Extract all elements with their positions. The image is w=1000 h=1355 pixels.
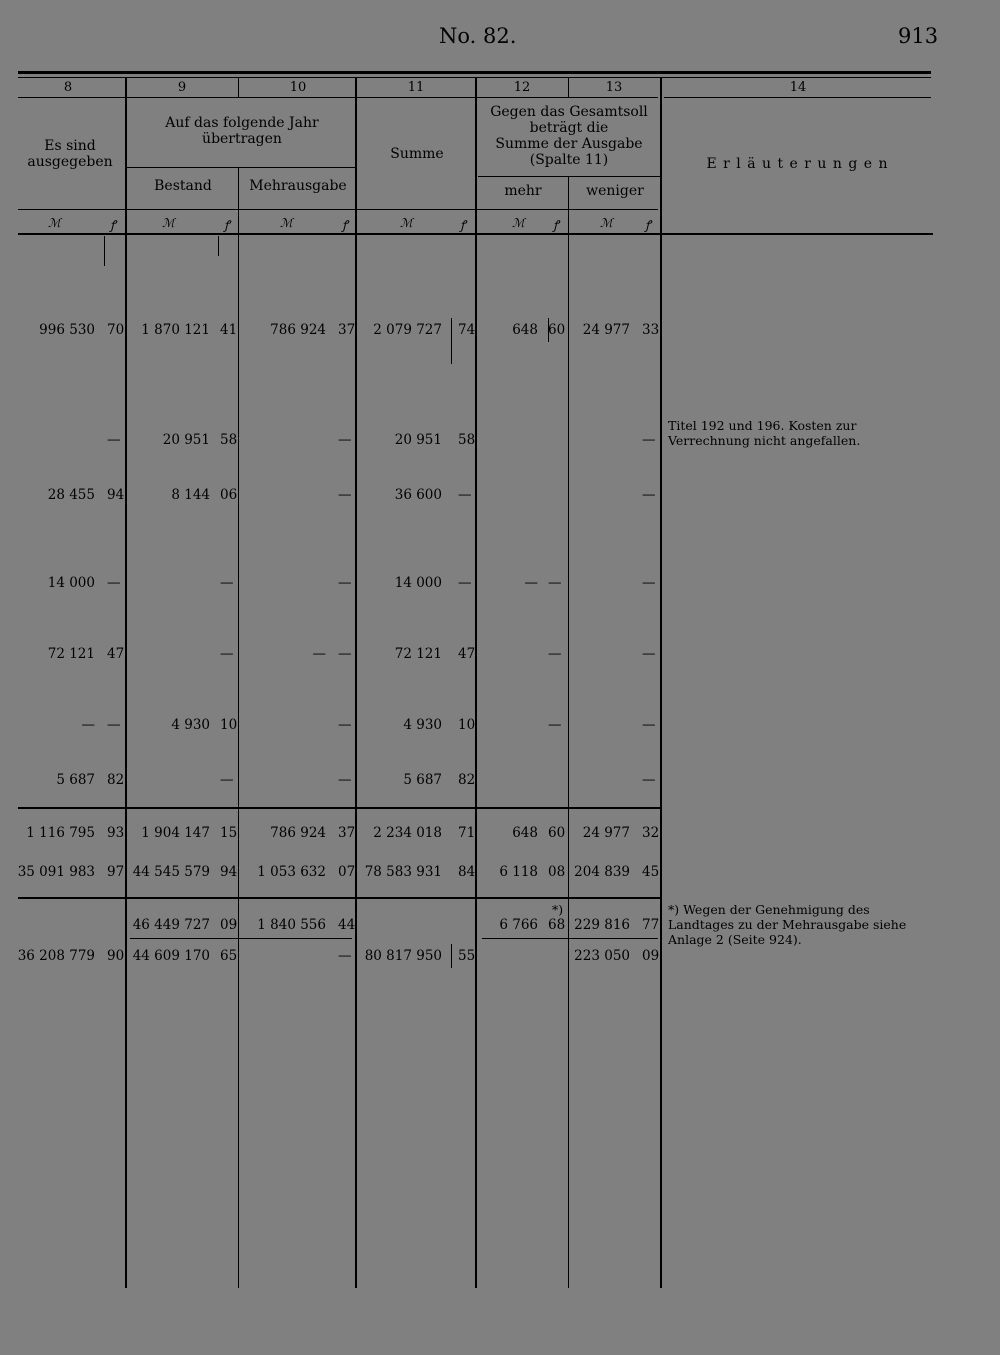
row-7-c8-mark: 5 687 (56, 772, 95, 788)
header-col12: mehr (504, 183, 542, 199)
total-1-c12-pf: 60 (548, 825, 566, 841)
total-1-c11-pf: 71 (458, 825, 476, 841)
combined-c10-pf: 44 (338, 917, 356, 933)
row-3-c9-pf: 06 (220, 487, 238, 503)
vline-after-11 (475, 78, 477, 1288)
page-number: 913 (898, 24, 939, 48)
star-marker: *) (552, 902, 564, 917)
subhead-rule-12-13 (478, 176, 660, 177)
row-6-c13-pf: — (642, 717, 656, 733)
row-5-c10-pf: — (338, 646, 352, 662)
row-7-c8-pf: 82 (107, 772, 125, 788)
row-2-c13-pf: — (642, 432, 656, 448)
pf-sep-11 (451, 318, 452, 364)
row-4-c8-mark: 14 000 (47, 575, 95, 591)
subtotal-rule (18, 807, 660, 809)
bracket-9-10 (130, 938, 352, 939)
unit-mark-13: ℳ (600, 216, 613, 230)
final-c13-mark: 223 050 (574, 948, 630, 964)
total-2-c13-pf: 45 (642, 864, 660, 880)
row-3-c11-pf: — (458, 487, 472, 503)
total-2-c10-pf: 07 (338, 864, 356, 880)
row-1-c8-mark: 996 530 (39, 322, 95, 338)
colnum-10: 10 (289, 80, 307, 95)
final-c11-pf: 55 (458, 948, 476, 964)
row-5-c9-pf: — (220, 646, 234, 662)
row-6-c8-pf: — (107, 717, 121, 733)
bracket-12-13 (482, 938, 658, 939)
row-7-c13-pf: — (642, 772, 656, 788)
vline-after-10 (355, 78, 357, 1288)
final-c9-mark: 44 609 170 (132, 948, 210, 964)
total-2-c8-pf: 97 (107, 864, 125, 880)
total-2-c11-pf: 84 (458, 864, 476, 880)
row-7-c9-pf: — (220, 772, 234, 788)
pf-sep-8 (104, 236, 105, 266)
total-1-c13-mark: 24 977 (582, 825, 630, 841)
combined-c13-pf: 77 (642, 917, 660, 933)
row-1-c13-pf: 33 (642, 322, 660, 338)
colnum-11: 11 (407, 80, 425, 95)
combined-c9-mark: 46 449 727 (132, 917, 210, 933)
combined-c9-pf: 09 (220, 917, 238, 933)
header-col9: Bestand (154, 178, 212, 194)
final-c9-pf: 65 (220, 948, 238, 964)
colnum-9: 9 (177, 80, 187, 95)
row-5-c12-pf: — (548, 646, 562, 662)
row-6-c8-mark: — (81, 717, 95, 733)
unit-pf-12: ꝭ (553, 218, 559, 232)
row-1-c9-mark: 1 870 121 (141, 322, 210, 338)
pf-sep-9 (218, 236, 219, 256)
row-6-c9-pf: 10 (220, 717, 238, 733)
vline-after-8 (125, 78, 127, 1288)
row-2-c8-pf: — (107, 432, 121, 448)
row-6-c9-mark: 4 930 (171, 717, 210, 733)
row-1-c12-pf: 60 (548, 322, 566, 338)
unit-mark-11: ℳ (400, 216, 413, 230)
total-1-c13-pf: 32 (642, 825, 660, 841)
final-c11-mark: 80 817 950 (364, 948, 442, 964)
total-2-c8-mark: 35 091 983 (17, 864, 95, 880)
row-7-c10-pf: — (338, 772, 352, 788)
total-2-c11-mark: 78 583 931 (364, 864, 442, 880)
colnum-12: 12 (513, 80, 531, 95)
row-1-c13-mark: 24 977 (582, 322, 630, 338)
final-c8-mark: 36 208 779 (17, 948, 95, 964)
vline-9-10-top (238, 78, 239, 98)
total-1-c11-mark: 2 234 018 (373, 825, 442, 841)
row-7-c11-pf: 82 (458, 772, 476, 788)
row-4-c11-mark: 14 000 (394, 575, 442, 591)
final-c13-pf: 09 (642, 948, 660, 964)
row-6-c11-pf: 10 (458, 717, 476, 733)
row-5-c11-pf: 47 (458, 646, 476, 662)
row-5-c11-mark: 72 121 (394, 646, 442, 662)
total-2-c13-mark: 204 839 (574, 864, 630, 880)
row-7-c11-mark: 5 687 (403, 772, 442, 788)
unit-pf-9: ꝭ (224, 218, 230, 232)
total-1-c8-pf: 93 (107, 825, 125, 841)
row-3-c9-mark: 8 144 (171, 487, 210, 503)
header-col13: weniger (586, 183, 644, 199)
row-3-c8-pf: 94 (107, 487, 125, 503)
row-5-c8-pf: 47 (107, 646, 125, 662)
combined-c13-mark: 229 816 (574, 917, 630, 933)
vline-12-13 (568, 176, 569, 1288)
row-4-c11-pf: — (458, 575, 472, 591)
note-titel: Titel 192 und 196. Kosten zur Verrechnung nicht angefallen. (668, 418, 861, 448)
header-col9-10: Auf das folgende Jahr übertragen (165, 115, 319, 147)
total-1-c9-pf: 15 (220, 825, 238, 841)
total-1-c10-mark: 786 924 (270, 825, 326, 841)
vline-9-10 (238, 167, 239, 1288)
document-number: No. 82. (439, 24, 517, 48)
total-2-c9-pf: 94 (220, 864, 238, 880)
unit-pf-8: ꝭ (110, 218, 116, 232)
row-3-c8-mark: 28 455 (47, 487, 95, 503)
row-1-c10-mark: 786 924 (270, 322, 326, 338)
row-1-c12-mark: 648 (512, 322, 538, 338)
row-2-c9-mark: 20 951 (162, 432, 210, 448)
row-1-c11-mark: 2 079 727 (373, 322, 442, 338)
total-rule (18, 897, 660, 899)
unit-pf-11: ꝭ (460, 218, 466, 232)
colnum-13: 13 (605, 80, 623, 95)
header-col12-13: Gegen das Gesamtsoll beträgt die Summe der Ausgabe (Spalte 11) (490, 104, 648, 168)
subhead-rule-9-10 (127, 167, 356, 168)
row-3-c11-mark: 36 600 (394, 487, 442, 503)
colnum-14: 14 (789, 80, 807, 95)
colnum-rule (18, 97, 658, 98)
total-1-c10-pf: 37 (338, 825, 356, 841)
header-col14: E r l ä u t e r u n g e n (706, 156, 889, 172)
row-2-c9-pf: 58 (220, 432, 238, 448)
vline-12-13-top (568, 78, 569, 98)
row-4-c9-pf: — (220, 575, 234, 591)
row-6-c12-pf: — (548, 717, 562, 733)
colnum-rule-14 (664, 97, 931, 98)
row-1-c8-pf: 70 (107, 322, 125, 338)
header-col8: Es sind ausgegeben (27, 138, 113, 170)
row-1-c9-pf: 41 (220, 322, 238, 338)
final-c10-pf: — (338, 948, 352, 964)
row-2-c11-mark: 20 951 (394, 432, 442, 448)
row-4-c13-pf: — (642, 575, 656, 591)
row-4-c8-pf: — (107, 575, 121, 591)
row-1-c10-pf: 37 (338, 322, 356, 338)
row-3-c10-pf: — (338, 487, 352, 503)
row-4-c12-pf: — (548, 575, 562, 591)
total-2-c12-pf: 08 (548, 864, 566, 880)
row-4-c12-mark: — (524, 575, 538, 591)
combined-c12-mark: 6 766 (499, 917, 538, 933)
row-2-c10-pf: — (338, 432, 352, 448)
unit-mark-8: ℳ (48, 216, 61, 230)
unit-mark-12: ℳ (512, 216, 525, 230)
row-5-c8-mark: 72 121 (47, 646, 95, 662)
unit-rule (18, 209, 658, 210)
total-2-c12-mark: 6 118 (499, 864, 538, 880)
colnum-8: 8 (63, 80, 73, 95)
row-6-c11-mark: 4 930 (403, 717, 442, 733)
header-col10: Mehrausgabe (249, 178, 347, 194)
total-2-c9-mark: 44 545 579 (132, 864, 210, 880)
row-4-c10-pf: — (338, 575, 352, 591)
total-1-c12-mark: 648 (512, 825, 538, 841)
combined-c12-pf: 68 (548, 917, 566, 933)
total-1-c8-mark: 1 116 795 (26, 825, 95, 841)
final-c8-pf: 90 (107, 948, 125, 964)
row-6-c10-pf: — (338, 717, 352, 733)
row-5-c13-pf: — (642, 646, 656, 662)
vline-after-13 (660, 78, 662, 1288)
total-2-c10-mark: 1 053 632 (257, 864, 326, 880)
row-2-c11-pf: 58 (458, 432, 476, 448)
row-1-c11-pf: 74 (458, 322, 476, 338)
header-col11: Summe (390, 146, 444, 162)
combined-c10-mark: 1 840 556 (257, 917, 326, 933)
note-star: *) Wegen der Genehmigung des Landtages zu der Mehrausgabe siehe Anlage 2 (Seite 924). (668, 902, 907, 947)
row-5-c10-mark: — (312, 646, 326, 662)
top-rule-thick (18, 71, 931, 74)
unit-mark-10: ℳ (280, 216, 293, 230)
total-1-c9-mark: 1 904 147 (141, 825, 210, 841)
unit-pf-10: ꝭ (342, 218, 348, 232)
unit-pf-13: ꝭ (645, 218, 651, 232)
row-3-c13-pf: — (642, 487, 656, 503)
pf-sep-11-final (451, 944, 452, 968)
unit-mark-9: ℳ (162, 216, 175, 230)
